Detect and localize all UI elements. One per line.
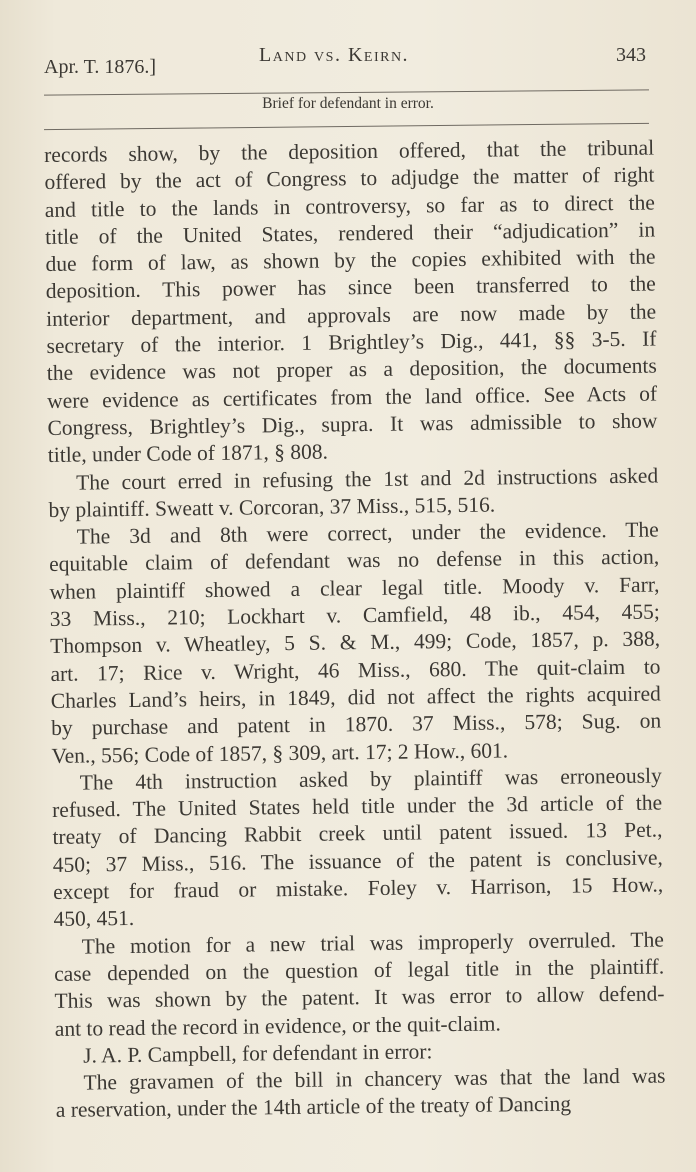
text-line: The 4th instruction asked by plaintiff was erroneously — [79, 763, 662, 795]
text-line: J. A. P. Campbell, for defendant in error: — [83, 1039, 433, 1068]
text-line: art. 17; Rice v. Wright, 46 Miss., 680. The quit-claim to — [50, 654, 661, 686]
text-line: deposition. This power has since been transferred to the — [45, 272, 656, 304]
text-line: The court erred in refusing the 1st and 2d instructions asked — [76, 463, 659, 495]
text-line: Thompson v. Wheatley, 5 S. & M., 499; Code, 1857, p. 388, — [50, 626, 661, 659]
body-text — [44, 135, 666, 1125]
text-line: the evidence was not proper as a deposition, the documents — [46, 353, 657, 386]
text-line: Congress, Brightley’s Dig., supra. It was admissible to show — [47, 408, 658, 440]
text-line: refused. The United States held title under the 3d article of the — [52, 790, 663, 823]
text-line: when plaintiff showed a clear legal title. Moody v. Farr, — [49, 572, 660, 604]
text-line: case depended on the question of legal title in the plaintiff. — [54, 954, 665, 986]
text-line: title of the United States, rendered their “adjudication” in — [45, 217, 656, 249]
text-line: The gravamen of the bill in chancery was that the land was — [83, 1063, 666, 1095]
text-line: and title to the lands in controversy, so far as to direct the — [44, 190, 655, 222]
page-number: 343 — [616, 44, 646, 66]
text-line: 33 Miss., 210; Lockhart v. Camfield, 48 ib., 454, 455; — [49, 599, 660, 632]
text-line: title, under Code of 1871, § 808. — [47, 439, 329, 468]
text-line: 450; 37 Miss., 516. The issuance of the patent is conclusive, — [52, 845, 663, 877]
header-rule-bottom — [44, 123, 649, 130]
text-line: offered by the act of Congress to adjudge the matter of right — [44, 162, 655, 195]
text-line: except for fraud or mistake. Foley v. Harrison, 15 How., — [53, 872, 664, 904]
text-line: Ven., 556; Code of 1857, § 309, art. 17; 2 How., 601. — [51, 737, 509, 768]
text-line: by plaintiff. Sweatt v. Corcoran, 37 Miss., 515, 516. — [48, 492, 496, 522]
text-line: due form of law, as shown by the copies exhibited with the — [45, 244, 656, 277]
running-head — [44, 44, 646, 78]
text-line: ant to read the record in evidence, or the quit-claim. — [54, 1010, 501, 1041]
text-line: a reservation, under the 14th article of the treaty of Dancing — [55, 1092, 572, 1123]
text-line: The 3d and 8th were correct, under the evidence. The — [76, 517, 659, 549]
text-line: equitable claim of defendant was no defense in this action, — [49, 544, 660, 577]
text-line: by purchase and patent in 1870. 37 Miss., 578; Sug. on — [51, 708, 662, 741]
case-title: Land vs. Keirn. — [259, 44, 410, 66]
text-line: Charles Land’s heirs, in 1849, did not affect the rights acquired — [50, 681, 661, 713]
text-line: This was shown by the patent. It was error to allow defend- — [54, 981, 665, 1014]
text-line: interior department, and approvals are now made by the — [46, 299, 657, 331]
text-line: records show, by the deposition offered, that the tribunal — [44, 135, 655, 167]
text-line: were evidence as certificates from the land office. See Acts of — [47, 381, 658, 413]
text-line: secretary of the interior. 1 Brightley’s Dig., 441, §§ 3-5. If — [46, 326, 657, 359]
text-line: treaty of Dancing Rabbit creek until patent issued. 13 Pet., — [52, 817, 663, 850]
term-label: Apr. T. 1876.] — [44, 56, 157, 78]
text-line: 450, 451. — [53, 906, 135, 932]
section-subheading: Brief for defendant in error. — [262, 95, 434, 112]
text-line: The motion for a new trial was improperly overruled. The — [81, 927, 664, 959]
